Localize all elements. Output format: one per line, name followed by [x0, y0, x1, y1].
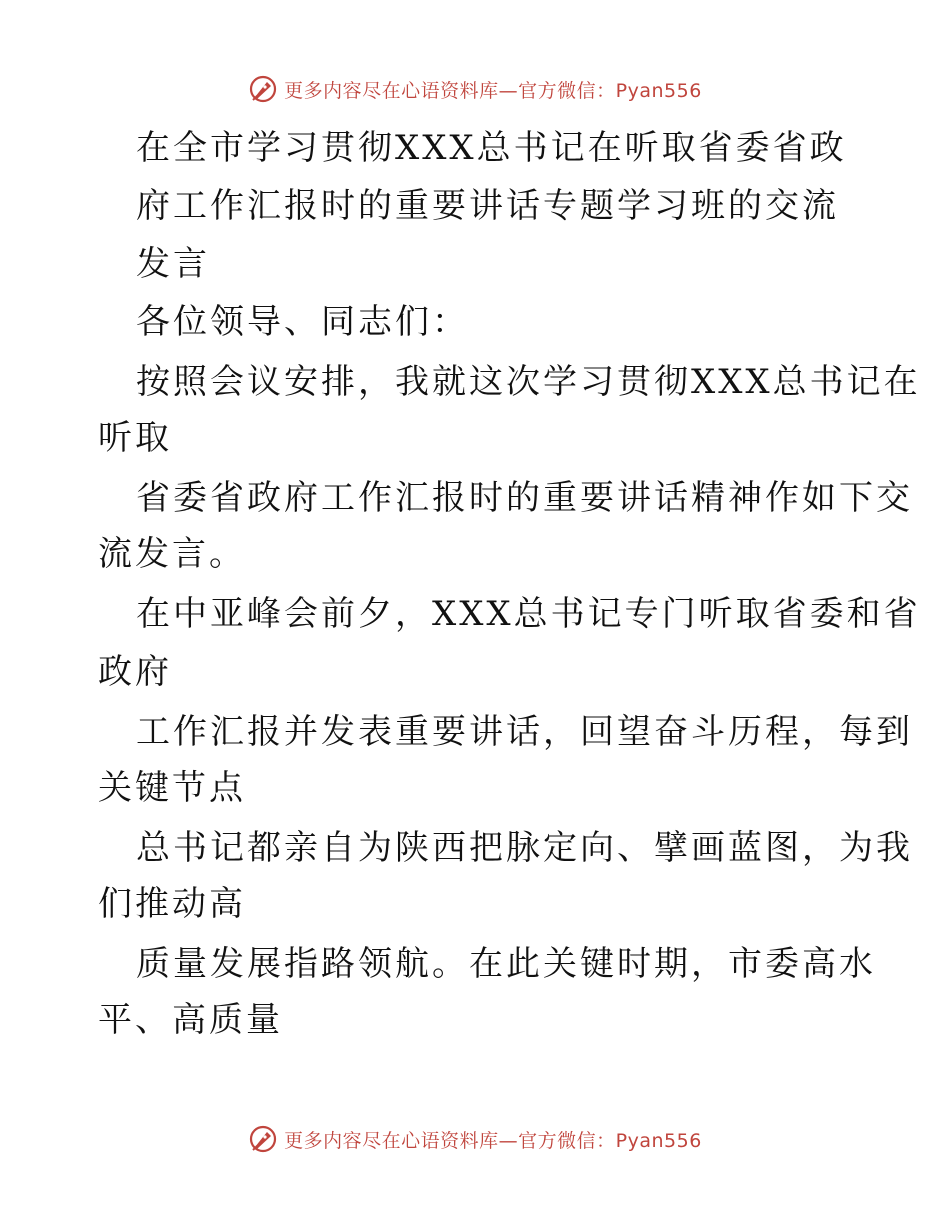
body-line: 关键节点 — [98, 768, 246, 808]
body-line: 工作汇报并发表重要讲话，回望奋斗历程，每到 — [136, 712, 913, 752]
body-line: 在中亚峰会前夕，XXX总书记专门听取省委和省 — [136, 594, 921, 634]
document-title-line-1: 在全市学习贯彻XXX总书记在听取省委省政 — [136, 128, 847, 168]
watermark-text: 更多内容尽在心语资料库—官方微信：Pyan556 — [284, 79, 702, 102]
body-line: 省委省政府工作汇报时的重要讲话精神作如下交 — [136, 478, 913, 518]
fountain-pen-logo-icon — [248, 74, 278, 104]
watermark-text: 更多内容尽在心语资料库—官方微信：Pyan556 — [284, 1129, 702, 1152]
body-line: 按照会议安排，我就这次学习贯彻XXX总书记在 — [136, 362, 921, 402]
header-watermark — [0, 74, 950, 104]
fountain-pen-logo-icon — [248, 1124, 278, 1154]
body-line: 总书记都亲自为陕西把脉定向、擘画蓝图，为我 — [136, 828, 913, 868]
salutation: 各位领导、同志们： — [136, 302, 469, 342]
document-title-line-3: 发言 — [136, 244, 210, 284]
body-line: 政府 — [98, 652, 172, 692]
body-line: 平、高质量 — [98, 1000, 283, 1040]
body-line: 流发言。 — [98, 534, 246, 574]
footer-watermark — [0, 1124, 950, 1154]
body-line: 质量发展指路领航。在此关键时期，市委高水 — [136, 944, 876, 984]
body-line: 们推动高 — [98, 884, 246, 924]
body-line: 听取 — [98, 418, 172, 458]
document-title-line-2: 府工作汇报时的重要讲话专题学习班的交流 — [136, 186, 839, 226]
